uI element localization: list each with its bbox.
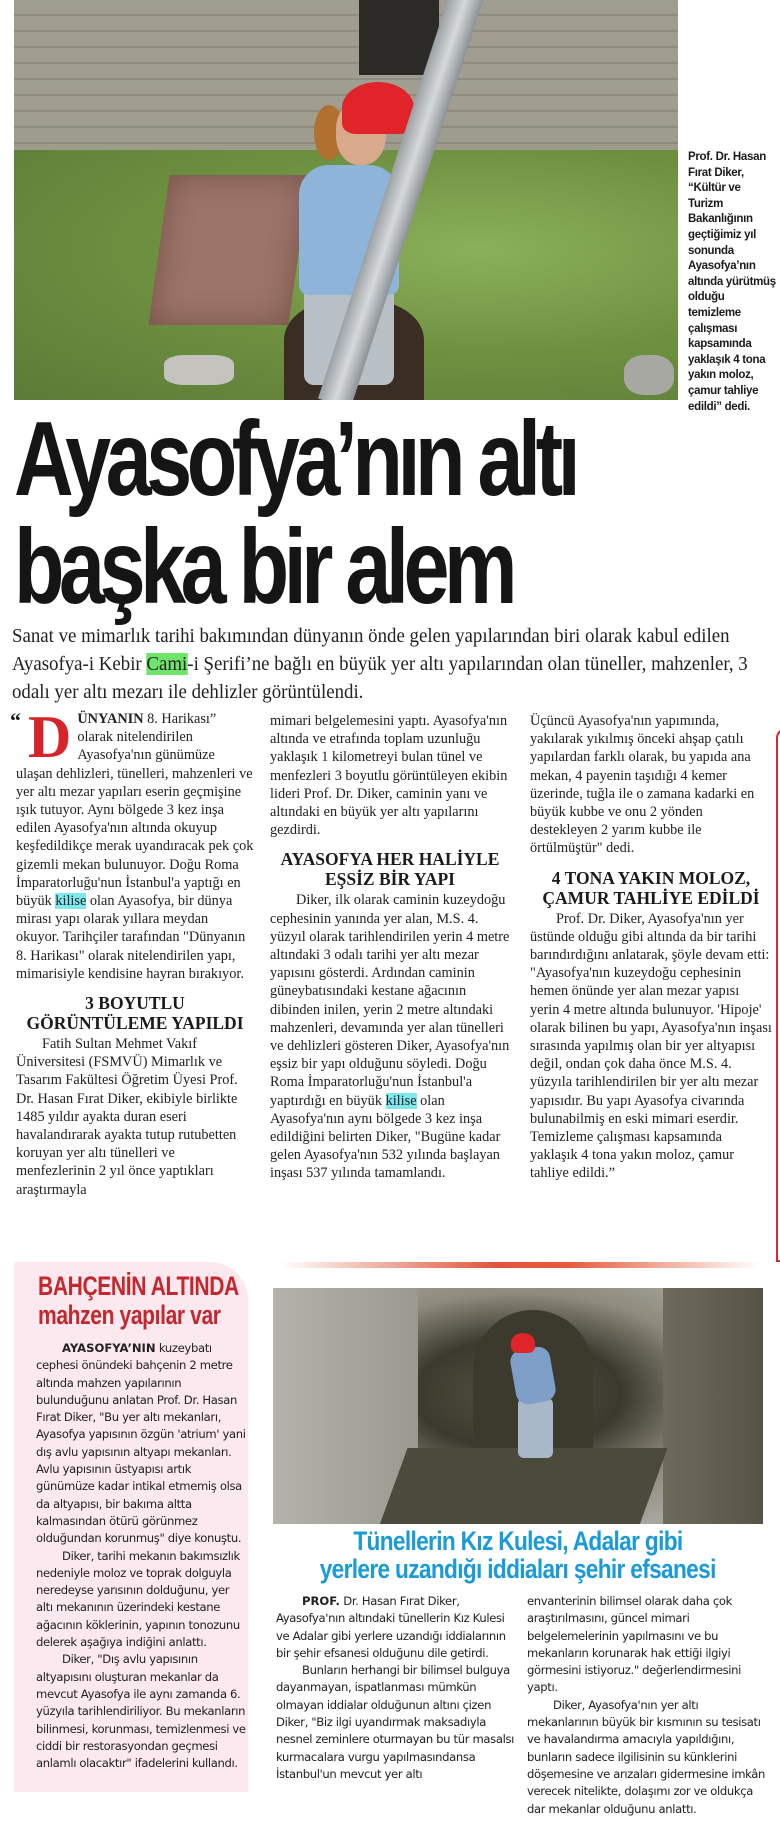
sidebar-title-line-2: mahzen yapılar var: [38, 1300, 221, 1330]
subheading: AYASOFYA HER HALİYLE EŞSİZ BİR YAPI: [280, 849, 500, 890]
paragraph: mimari belgelemesini yaptı. Ayasofya'nın altında ve etrafında toplam uzunluğu yaklaşık 1 kilometreyi bulan tünel ve menfezleri 3 boyutlu görüntüleyen ekibin lideri Prof. Dr. Diker, caminin yanı ve altındaki en büyük yer altı yapılarını gezdirdi.: [270, 713, 508, 839]
photo-tunnel-floor: [378, 1448, 667, 1524]
tunnel-headline-line-1: Tünellerin Kız Kulesi, Adalar gibi: [353, 1526, 683, 1556]
paragraph: Fatih Sultan Mehmet Vakıf Üniversitesi (FSMVÜ) Mimarlık ve Tasarım Fakültesi Öğretim Üyesi Prof. Dr. Hasan Fırat Diker, ekibiyle birlikte 1485 yıldır ayakta duran eseri havalandırarak ayakta tutup rutubetten koruyan yer altı tünelleri ve menfezlerinin 2 yıl önce yaptıkları araştırmayla: [16, 1036, 238, 1198]
lead-word: PROF.: [302, 1594, 340, 1608]
adjacent-box-border: [776, 728, 780, 1262]
paragraph: Diker, "Dış avlu yapısının altyapısını oluşturan mekanlar da mevcut Ayasofya ile aynı zamanda 6. yüzyıla tarihlendiriliyor. Bu mekanların bilinmesi, korunması, temizlenmesi ve ciddi bir restorasyondan geçmesi anlamlı olacaktır" ifadelerini kullandı.: [36, 1652, 246, 1771]
paragraph-text: olan Ayasofya'nın aynı bölgede 3 kez inşa edildiğini belirten Diker, "Bugüne kadar gelen Ayasofya'nın 532 yılında başlayan inşası 537 yılında tamamlandı.: [270, 1092, 501, 1182]
sidebar-title-line-1: BAHÇENİN ALTINDA: [38, 1271, 239, 1301]
photo-rock: [164, 355, 234, 385]
photo-stone-slab: [148, 175, 309, 325]
photo-rock: [624, 355, 674, 395]
subheading: 4 TONA YAKIN MOLOZ, ÇAMUR TAHLİYE EDİLDİ: [542, 867, 760, 908]
photo-person-legs: [518, 1398, 553, 1458]
paragraph-text: olan Ayasofya, bir dünya mirası yapı olarak yıllara meydan okuyor. Tarihçiler tarafından "Dünyanın 8. Harikası" olarak nitelendirilen yapı, mimarisiyle kendisine hayran bırakıyor.: [16, 893, 246, 982]
red-helmet: [511, 1333, 535, 1353]
highlight-link-kilise[interactable]: kilise: [55, 893, 87, 910]
article-column-2: [270, 712, 510, 1183]
headline-line-2: başka bir alem: [14, 508, 513, 626]
paragraph-text: Diker, ilk olarak caminin kuzeydoğu cephesinin yanında yer alan, M.S. 4. yüzyıl olarak tarihlendirilen yerin 4 metre altındaki 3 odalı tarihi yer altı mezar yapısını gösterdi. Ardından caminin güneybatısındaki kestane ağacının dibinden inilen, yerin 2 metre altındaki mahzenleri, devamında yer alan tünelleri ve dehlizleri gösteren Diker, Ayasofya'nın eşsiz bir yapı olduğunu söyledi. Doğu Roma İmparatorluğu'nun İstanbul'a yaptırdığı en büyük: [270, 892, 510, 1109]
photo-caption: Prof. Dr. Hasan Fırat Diker, “Kültür ve Turizm Bakanlığının geçtiğimiz yıl sonunda Ayasofya’nın altında yürütmüş olduğu temizleme çalışması kapsamında yaklaşık 4 tona yakın moloz, çamur tahliye edildi” dedi.: [688, 151, 776, 413]
deck-highlight-link[interactable]: Cami: [146, 653, 188, 675]
section-divider: [280, 1262, 760, 1268]
photo-tunnel-wall: [663, 1288, 763, 1524]
tunnel-column-1: [276, 1593, 516, 1783]
tunnel-photo: [273, 1288, 763, 1524]
article-deck: [12, 622, 772, 706]
highlight-link-kilise[interactable]: kilise: [385, 1092, 417, 1109]
article-column-1: [10, 704, 254, 1199]
paragraph: Diker, tarihi mekanın bakımsızlık nedeniyle moloz ve toprak dolguyla neredeyse yarısının dolduğunu, yer altı mekanının üzerindeki kestane ağacının köklerinin, yapının tonozunu delerek aşağıya indiğini anlattı.: [36, 1548, 240, 1650]
tunnel-column-2: [527, 1593, 772, 1818]
sidebar-title: [38, 1272, 249, 1330]
paragraph-text: kuzeybatı cephesi önündeki bahçenin 2 metre altında mahzen yapılarının bulunduğunu anlatan Prof. Dr. Hasan Fırat Diker, "Bu yer altı mekanları, Ayasofya yapısının özgün 'atrium' yani dış avlu yapısının altyapı mekanları. Avlu yapısının üstyapısı artık günümüze kadar intikal etmemiş olsa da altyapısı, bir bakıma altta kalmasından ötürü görünmez olduğundan korunmuş" diye konuştu.: [36, 1341, 246, 1546]
paragraph-text: 8. Harikası” olarak nitelendirilen Ayasofya'nın günümüze ulaşan dehlizleri, tünelleri, mahzenleri ve yer altı mezar yapıları eserin geçmişine ışık tutuyor. Aynı bölgede 3 kez inşa edilen Ayasofya'nın altında okuyup keşfedildikçe merak uyandıracak pek çok gizemli mekan bulunuyor. Doğu Roma İmparatorluğu'nun İstanbul'a yaptığı en büyük: [16, 711, 254, 910]
paragraph: Prof. Dr. Diker, Ayasofya'nın yer üstünde olduğu gibi altında da bir tarihi barındırdığını anlatarak, şöyle devam etti: "Ayasofya'nın kuzeydoğu cephesinin hemen önünde yer alan mezar yapısı yerin 4 metre altında bulunuyor. 'Hipoje' olarak bilinen bu yapı, Ayasofya'nın inşası sırasında yapılmış olan bir yer altyapısı değil, ondan çok daha önce M.S. 4. yüzyıla tarihlendirilen bir yer altı mezar yapısıdır. Bu yapı Ayasofya civarında bulunabilmiş en eski mimari eserdir. Temizleme çalışması kapsamında yaklaşık 4 tona yakın moloz, çamur tahliye edildi.”: [530, 910, 772, 1182]
subheading: 3 BOYUTLU GÖRÜNTÜLEME YAPILDI: [26, 993, 244, 1034]
article-column-3: [530, 712, 772, 1183]
deck-text: -i Şerifi’ne bağlı en büyük yer altı yapılarından olan tüneller, mahzenler, 3 odalı yer altı mezarı ile dehlizler görüntülendi.: [12, 653, 748, 703]
top-photo: [14, 0, 678, 400]
red-helmet: [342, 82, 414, 134]
deck-text: Sanat ve mimarlık tarihi bakımından dünyanın önde gelen yapılarından biri olarak kabul edilen Ayasofya-i Kebir: [12, 625, 730, 675]
paragraph: Bunların herhangi bir bilimsel bulguya dayanmayan, ispatlanması mümkün olmayan iddialar olduğunun altını çizen Diker, "Biz ilgi uyandırmak maksadıyla nesnel zeminlere oturmayan bu tür masalsı kurmacalara vurgu yapılmasındansa İstanbul'un mevcut yer altı: [276, 1663, 515, 1781]
paragraph: Üçüncü Ayasofya'nın yapımında, yakılarak yıkılmış önceki ahşap çatılı yapılardan farklı olarak, bu yapıda ana mekan, 4 payenin taşıdığı 4 kemer üzerinde, tuğla ile o zamana kadarki en büyük kubbe ve onu 2 yönden destekleyen 2 yarım kubbe ile örtülmüştür" dedi.: [530, 713, 755, 857]
tunnel-headline-line-2: yerlere uzandığı iddiaları şehir efsanesi: [319, 1554, 716, 1584]
tunnel-headline: [268, 1527, 768, 1583]
lead-word: ÜNYANIN: [77, 711, 144, 727]
paragraph-text: Dr. Hasan Fırat Diker, Ayasofya'nın altındaki tünellerin Kız Kulesi ve Adalar gibi yerlere uzandığı iddialarının bir şehir efsanesi olduğunu dile getirdi.: [276, 1594, 506, 1660]
sidebar-body: [36, 1340, 248, 1772]
headline: [14, 400, 615, 626]
lead-word: AYASOFYA’NIN: [62, 1341, 156, 1355]
drop-cap: D: [28, 704, 72, 770]
headline-line-1: Ayasofya’nın altı: [14, 400, 576, 518]
paragraph: envanterinin bilimsel olarak daha çok araştırılmasını, güncel mimari belgelemelerinin yapılmasını ve bu mekanların korunarak hak ettiği ilgiyi görmesini istiyoruz." değerlendirmesini yaptı.: [527, 1594, 742, 1695]
open-quote-mark: “: [10, 708, 21, 733]
paragraph: Diker, Ayasofya'nın yer altı mekanlarının büyük bir kısmının su tesisatı ve havalandırma amacıyla yapıldığını, bunların sadece ilgilisinin su künklerini döşemesine ve arızaları gidermesine imkân verecek nitelikte, dolaşımı zor ve oldukça dar mekanlar olduğunu anlattı.: [527, 1697, 766, 1816]
